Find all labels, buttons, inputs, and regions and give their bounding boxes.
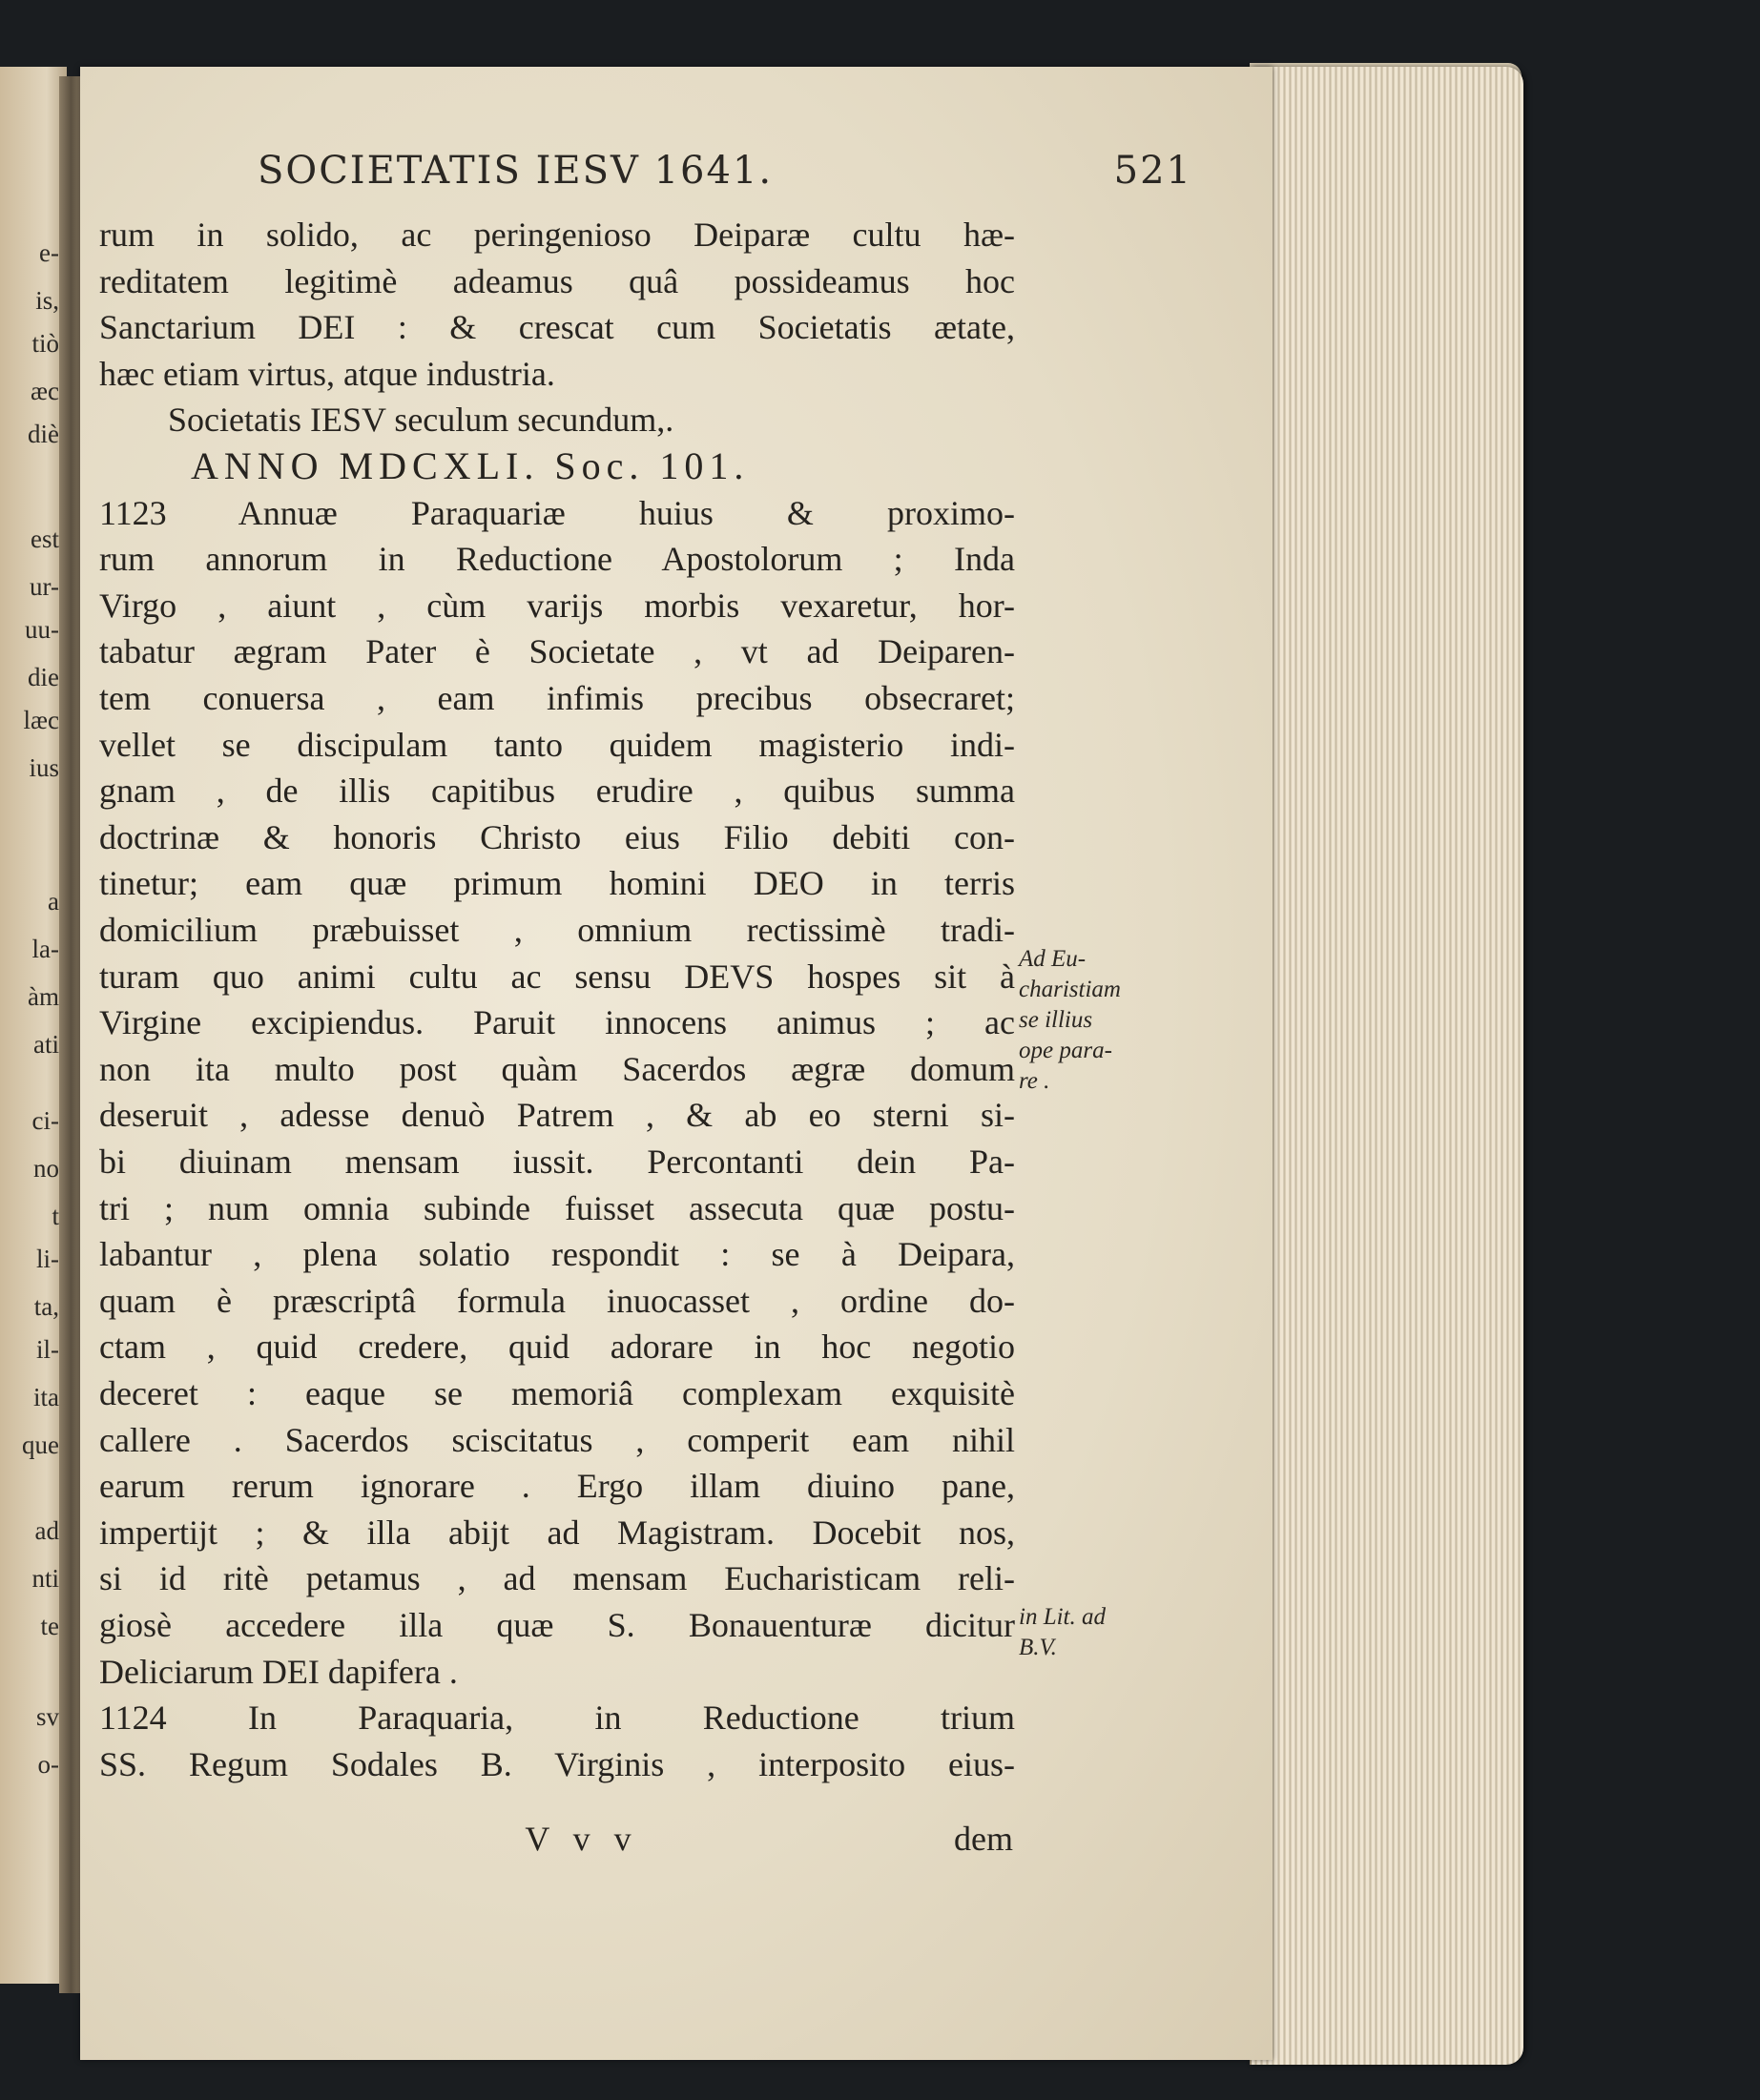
page-number: 521 <box>1113 149 1192 193</box>
margin-note-line: B.V. <box>1019 1635 1057 1660</box>
facing-page-fragment: ati <box>33 1030 59 1059</box>
text-line: bi diuinam mensam iussit. Percontanti dein Pa- <box>99 1143 1015 1181</box>
margin-note-line: Ad Eu- <box>1019 946 1087 972</box>
margin-note-line: in Lit. ad <box>1019 1604 1106 1630</box>
text-line: ANNO MDCXLI. Soc. 101. <box>191 447 750 485</box>
text-line: ctam , quid credere, quid adorare in hoc negotio <box>99 1328 1015 1366</box>
facing-page-fragment: a <box>48 887 59 916</box>
running-header <box>258 149 1192 202</box>
facing-page-fragment: uu- <box>25 615 59 644</box>
running-title: SOCIETATIS IESV 1641. <box>258 149 774 193</box>
text-line: giosè accedere illa quæ S. Bonauenturæ dicitur <box>99 1606 1015 1644</box>
page-edges <box>1250 67 1523 2065</box>
text-line: quam è præscriptâ formula inuocasset , ordine do- <box>99 1282 1015 1320</box>
text-line: si id ritè petamus , ad mensam Eucharisticam reli- <box>99 1559 1015 1597</box>
facing-page-fragment: ta, <box>33 1292 59 1321</box>
text-line: Virgo , aiunt , cùm varijs morbis vexaretur, hor- <box>99 587 1015 625</box>
facing-page-fragment: ius <box>29 753 59 782</box>
text-line: doctrinæ & honoris Christo eius Filio debiti con- <box>99 818 1015 856</box>
text-line: domicilium præbuisset , omnium rectissimè tradi- <box>99 911 1015 949</box>
text-line: labantur , plena solatio respondit : se à Deipara, <box>99 1235 1015 1273</box>
text-line: 1124 In Paraquaria, in Reductione trium <box>99 1699 1015 1737</box>
signature-mark: V v v <box>525 1820 639 1858</box>
text-line: 1123 Annuæ Paraquariæ huius & proximo- <box>99 494 1015 532</box>
catchword: dem <box>954 1820 1013 1858</box>
margin-note-line: re . <box>1019 1068 1050 1094</box>
text-line: deceret : eaque se memoriâ complexam exquisitè <box>99 1374 1015 1412</box>
facing-page-fragment: æc <box>31 377 59 405</box>
text-line: Deliciarum DEI dapifera . <box>99 1653 458 1691</box>
text-line: rum in solido, ac peringenioso Deiparæ cultu hæ- <box>99 216 1015 254</box>
facing-page-fragment: que <box>22 1431 59 1459</box>
facing-page-fragment: sv <box>35 1702 59 1731</box>
text-line: callere . Sacerdos sciscitatus , comperit eam nihil <box>99 1421 1015 1459</box>
text-line: vellet se discipulam tanto quidem magisterio indi- <box>99 726 1015 764</box>
facing-page-fragment: t <box>52 1202 59 1230</box>
facing-page-fragment: tiò <box>31 329 59 358</box>
text-line: Sanctarium DEI : & crescat cum Societatis ætate, <box>99 308 1015 346</box>
text-line: hæc etiam virtus, atque industria. <box>99 355 555 393</box>
facing-page-fragment: ci- <box>31 1106 59 1135</box>
text-line: impertijt ; & illa abijt ad Magistram. Docebit nos, <box>99 1513 1015 1552</box>
facing-page-fragment: e- <box>39 238 59 267</box>
facing-page-fragment: no <box>33 1154 59 1183</box>
facing-page-fragment: àm <box>28 982 59 1011</box>
facing-page-fragment: ita <box>33 1383 59 1411</box>
facing-page-fragment: diè <box>28 420 59 448</box>
facing-page-fragment: il- <box>36 1335 59 1364</box>
facing-page-fragment: ad <box>34 1516 59 1545</box>
text-line: earum rerum ignorare . Ergo illam diuino pane, <box>99 1467 1015 1505</box>
text-line: deseruit , adesse denuò Patrem , & ab eo sterni si- <box>99 1096 1015 1134</box>
facing-page-fragment: li- <box>36 1245 59 1273</box>
text-line: turam quo animi cultu ac sensu DEVS hospes sit à <box>99 957 1015 996</box>
margin-note-line: se illius <box>1019 1007 1093 1033</box>
facing-page-fragment: læc <box>23 706 59 734</box>
text-line: rum annorum in Reductione Apostolorum ; Inda <box>99 540 1015 578</box>
facing-page-fragment: o- <box>37 1750 59 1779</box>
text-line: Societatis IESV seculum secundum,. <box>168 401 674 439</box>
text-line: tri ; num omnia subinde fuisset assecuta quæ postu- <box>99 1189 1015 1227</box>
text-line: non ita multo post quàm Sacerdos ægræ domum <box>99 1050 1015 1088</box>
text-line: tabatur ægram Pater è Societate , vt ad Deiparen- <box>99 632 1015 670</box>
text-line: tem conuersa , eam infimis precibus obsecraret; <box>99 679 1015 717</box>
facing-page-fragment: nti <box>31 1564 59 1593</box>
facing-page-fragment: la- <box>31 935 59 963</box>
text-line: gnam , de illis capitibus erudire , quibus summa <box>99 772 1015 810</box>
margin-note-line: ope para- <box>1019 1038 1112 1063</box>
text-line: reditatem legitimè adeamus quâ possideamus hoc <box>99 262 1015 300</box>
facing-page-fragment: ur- <box>30 572 59 601</box>
facing-page-fragment: est <box>31 525 59 553</box>
margin-note-line: charistiam <box>1019 977 1121 1002</box>
facing-page-fragment: is, <box>35 286 59 315</box>
facing-page-fragment: te <box>40 1612 59 1640</box>
text-line: Virgine excipiendus. Paruit innocens animus ; ac <box>99 1003 1015 1041</box>
text-line: SS. Regum Sodales B. Virginis , interposito eius- <box>99 1745 1015 1783</box>
text-line: tinetur; eam quæ primum homini DEO in terris <box>99 864 1015 902</box>
facing-page-fragment: die <box>28 663 59 691</box>
